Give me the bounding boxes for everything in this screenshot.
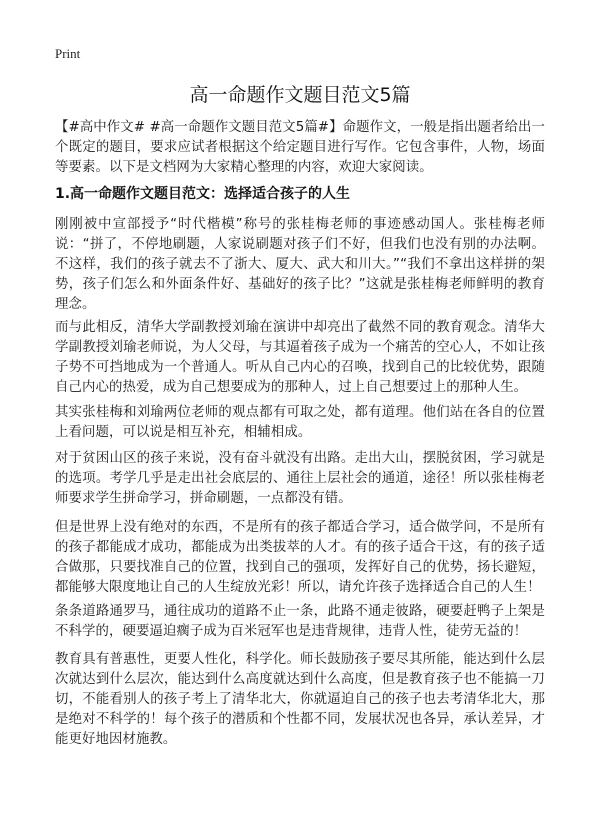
body-paragraph: 而与此相反，清华大学副教授刘瑜在演讲中却亮出了截然不同的教育观念。清华大学副教授刘瑜老师说，为人父母，与其逼着孩子成为一个痛苦的空心人，不如让孩子势不可挡地成为一个普通人。听从自己内心的召唤，找到自己的比较优势，跟随自己内心的热爱，成为自己想要成为的那种人，过上自己想要过上的那种人生。 <box>55 320 545 395</box>
body-paragraph: 但是世界上没有绝对的东西，不是所有的孩子都适合学习，适合做学问，不是所有的孩子都能成才成功，都能成为出类拔萃的人才。有的孩子适合干这，有的孩子适合做那，只要找准自己的位置，找到自己的强项，发挥好自己的优势，扬长避短，都能够大限度地让自己的人生绽放光彩！所以，请允许孩子选择适合自己的人生！ <box>55 520 545 595</box>
body-paragraph: 条条道路通罗马，通往成功的道路不止一条，此路不通走彼路，硬要赶鸭子上架是不科学的，硬要逼迫瘸子成为百米冠军也是违背规律，违背人性，徒劳无益的！ <box>55 604 545 639</box>
print-label[interactable]: Print <box>55 46 81 61</box>
body-paragraph: 其实张桂梅和刘瑜两位老师的观点都有可取之处，都有道理。他们站在各自的位置上看问题，可以说是相互补充，相辅相成。 <box>55 405 545 440</box>
body-paragraph: 对于贫困山区的孩子来说，没有奋斗就没有出路。走出大山，摆脱贫困，学习就是的选项。考学几乎是走出社会底层的、通往上层社会的通道，途径！所以张桂梅老师要求学生拼命学习，拼命刷题，一点都没有错。 <box>55 451 545 506</box>
body-paragraph: 刚刚被中宣部授予“时代楷模”称号的张桂梅老师的事迹感动国人。张桂梅老师说：“拼了，不停地刷题，人家说刷题对孩子们不好，但我们也没有别的办法啊。不这样，我们的孩子就去不了浙大、厦大、武大和川大。”“我们不拿出这样拼的架势，孩子们怎么和外面条件好、基础好的孩子比？”这就是张桂梅老师鲜明的教育理念。 <box>55 217 545 312</box>
section-heading: 1.高一命题作文题目范文：选择适合孩子的人生 <box>55 186 351 202</box>
intro-paragraph: 【#高中作文# #高一命题作文题目范文5篇#】命题作文，一般是指出题者给出一个既定的题目，要求应试者根据这个给定题目进行写作。它包含事件，人物，场面等要素。以下是文档网为大家精心整理的内容，欢迎大家阅读。 <box>55 120 545 175</box>
page-title: 高一命题作文题目范文5篇 <box>189 84 411 106</box>
body-paragraph: 教育具有普惠性，更要人性化，科学化。师长鼓励孩子要尽其所能，能达到什么层次就达到什么层次，能达到什么高度就达到什么高度，但是教育孩子也不能搞一刀切，不能看别人的孩子考上了清华北大，你就逼迫自己的孩子也去考清华北大，那是绝对不科学的！每个孩子的潜质和个性都不同，发展状况也各异，承认差异，才能更好地因材施教。 <box>55 652 545 747</box>
